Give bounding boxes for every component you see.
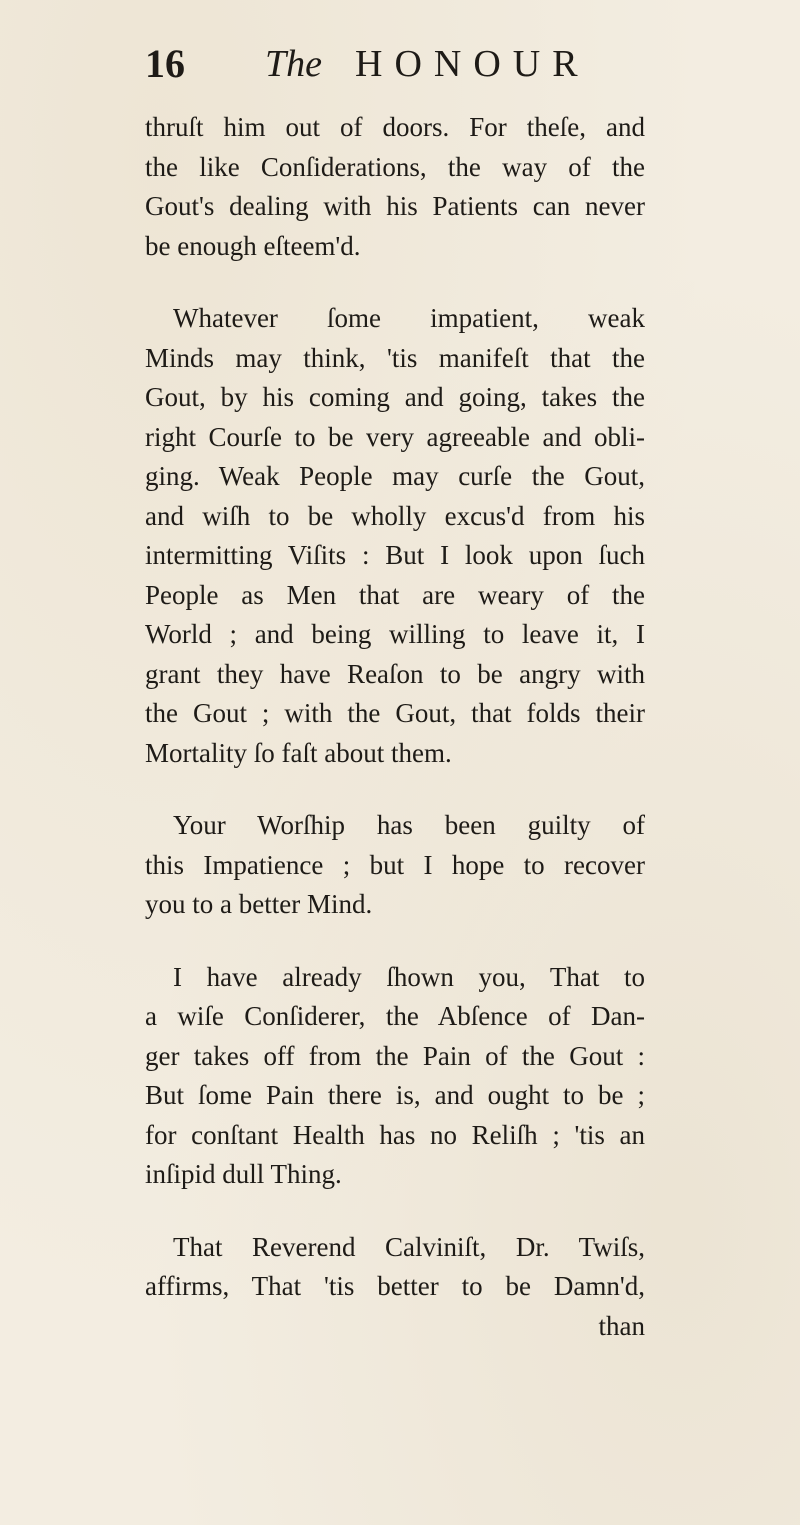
- text-line: thruſt him out of doors. For theſe, and: [145, 112, 645, 142]
- running-head-title: HONOUR: [355, 43, 590, 85]
- text-line: affirms, That 'tis better to be Damn'd,: [145, 1271, 645, 1301]
- text-line: Gout, by his coming and going, takes the: [145, 382, 645, 412]
- running-head-the: The: [265, 43, 322, 85]
- text-line: Mortality ſo faſt about them.: [145, 737, 452, 768]
- text-line: you to a better Mind.: [145, 889, 373, 919]
- body-text: [145, 108, 645, 1346]
- running-header: [145, 40, 645, 100]
- paragraph-3: [145, 806, 645, 925]
- text-line: a wiſe Conſiderer, the Abſence of Dan-: [145, 1001, 645, 1031]
- text-line: Gout's dealing with his Patients can never: [145, 191, 645, 221]
- text-line: this Impatience ; but I hope to recover: [145, 849, 645, 880]
- text-line: and wiſh to be wholly excus'd from his: [145, 500, 645, 531]
- text-line: grant they have Reaſon to be angry with: [145, 658, 645, 689]
- text-line: Your Worſhip has been guilty of: [173, 810, 645, 840]
- text-line: But ſome Pain there is, and ought to be ;: [145, 1080, 645, 1110]
- text-line: Minds may think, 'tis manifeſt that the: [145, 342, 645, 373]
- text-line: the like Conſiderations, the way of the: [145, 151, 645, 182]
- catchword: than: [598, 1310, 645, 1341]
- paragraph-5: [145, 1228, 645, 1347]
- paragraph-2: [145, 299, 645, 773]
- text-line: right Courſe to be very agreeable and obli-: [145, 421, 645, 452]
- text-line: World ; and being willing to leave it, I: [145, 619, 645, 649]
- text-line: ger takes off from the Pain of the Gout :: [145, 1040, 645, 1071]
- text-line: intermitting Viſits : But I look upon ſuch: [145, 540, 645, 570]
- paragraph-4: [145, 958, 645, 1195]
- page-number: 16: [145, 41, 185, 86]
- text-line: People as Men that are weary of the: [145, 579, 645, 610]
- text-line: inſipid dull Thing.: [145, 1159, 342, 1189]
- paragraph-1: [145, 108, 645, 266]
- text-line: I have already ſhown you, That to: [173, 961, 645, 992]
- text-line: That Reverend Calviniſt, Dr. Twiſs,: [173, 1231, 645, 1262]
- text-line: be enough eſteem'd.: [145, 230, 361, 261]
- text-line: for conſtant Health has no Reliſh ; 'tis an: [145, 1119, 645, 1150]
- text-line: the Gout ; with the Gout, that folds their: [145, 698, 645, 728]
- text-line: Whatever ſome impatient, weak: [173, 303, 645, 333]
- text-line: ging. Weak People may curſe the Gout,: [145, 461, 645, 491]
